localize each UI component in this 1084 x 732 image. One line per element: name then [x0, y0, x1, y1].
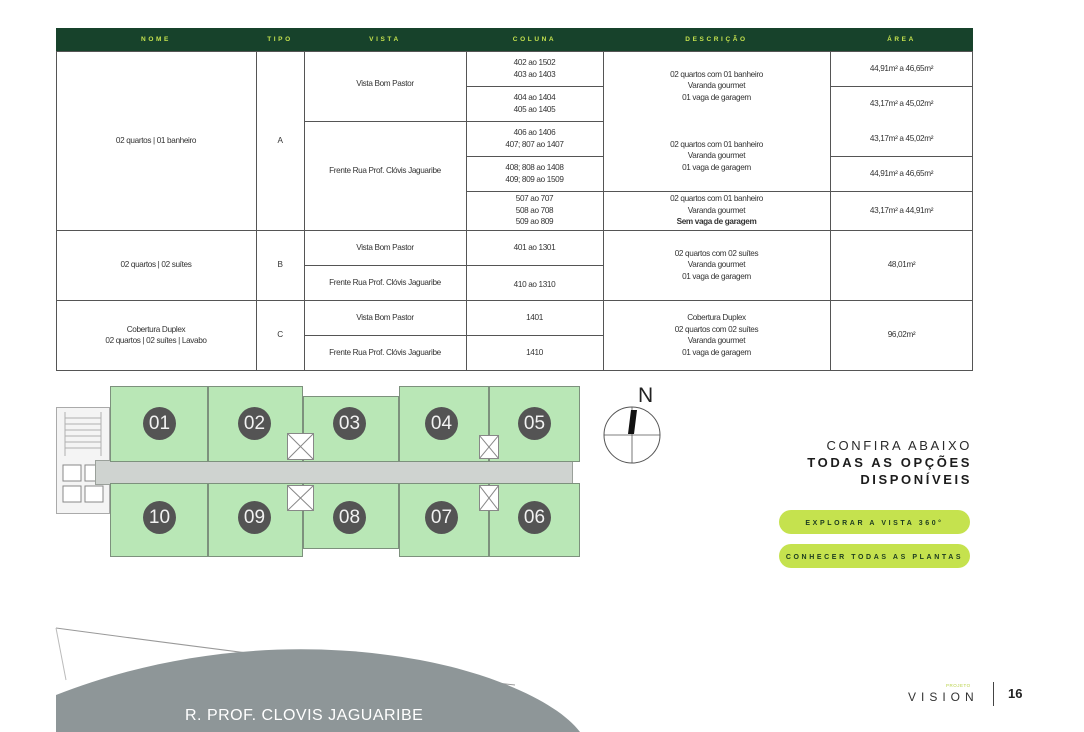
- header-nome: NOME: [141, 36, 171, 43]
- shaft-icon: [479, 435, 499, 459]
- row-c-descricao: Cobertura Duplex 02 quartos com 02 suítes Varanda gourmet 01 vaga de garagem: [674, 313, 759, 357]
- row-b-tipo: B: [277, 260, 283, 270]
- row-a-coluna-2: 404 ao 1404 405 ao 1405: [513, 93, 556, 114]
- shaft-icon: [287, 433, 314, 460]
- brand-logo: VISION: [908, 690, 979, 704]
- row-a-area-2: 43,17m² a 45,02m²: [869, 98, 934, 108]
- street-label: R. PROF. CLOVIS JAGUARIBE: [185, 707, 424, 724]
- row-a-coluna-4: 408; 808 ao 1408 409; 809 ao 1509: [505, 163, 564, 184]
- unit-badge[interactable]: 06: [518, 501, 551, 534]
- cta-heading: [807, 438, 972, 487]
- unit-badge[interactable]: 10: [143, 501, 176, 534]
- row-a-coluna-3: 406 ao 1406 407; 807 ao 1407: [505, 128, 564, 149]
- row-c-tipo: C: [277, 330, 283, 340]
- unit-badge[interactable]: 02: [238, 407, 271, 440]
- row-b-vista-2: Frente Rua Prof. Clóvis Jaguaribe: [329, 277, 441, 287]
- footer-divider: [993, 682, 994, 706]
- compass: [601, 384, 663, 466]
- header-tipo: TIPO: [267, 36, 293, 43]
- row-a-coluna-5: 507 ao 707 508 ao 708 509 ao 809: [515, 194, 554, 227]
- shaft-icon: [479, 485, 499, 511]
- row-a-area-1: 44,91m² a 46,65m²: [869, 63, 934, 73]
- row-c-coluna-2: 1410: [526, 347, 543, 357]
- row-a-descricao-2: 02 quartos com 01 banheiro Varanda gourmet 01 vaga de garagem: [670, 139, 763, 172]
- corridor: [95, 460, 573, 485]
- table-header: [56, 28, 973, 51]
- row-a-descricao-1: 02 quartos com 01 banheiro Varanda gourmet 01 vaga de garagem: [670, 69, 763, 102]
- unit-badge[interactable]: 07: [425, 501, 458, 534]
- unit-badge[interactable]: 03: [333, 407, 366, 440]
- header-vista: VISTA: [369, 36, 401, 43]
- units-table: [56, 28, 973, 371]
- unit-badge[interactable]: 04: [425, 407, 458, 440]
- compass-north-label: N: [638, 384, 654, 407]
- row-c-nome: Cobertura Duplex 02 quartos | 02 suítes | Lavabo: [105, 324, 207, 345]
- page-number: 16: [1008, 686, 1023, 701]
- header-descricao: DESCRIÇÃO: [685, 36, 748, 43]
- row-a-area-5: 43,17m² a 44,91m²: [869, 205, 934, 215]
- header-area: ÁREA: [887, 36, 916, 43]
- row-a-area-4: 44,91m² a 46,65m²: [869, 168, 934, 178]
- row-a-nome: 02 quartos | 01 banheiro: [115, 135, 197, 145]
- compass-icon: [601, 404, 663, 466]
- row-c-coluna-1: 1401: [526, 312, 543, 322]
- row-c-vista-1: Vista Bom Pastor: [356, 312, 414, 322]
- unit-badge[interactable]: 01: [143, 407, 176, 440]
- row-a-descricao-3: 02 quartos com 01 banheiro Varanda gourmet Sem vaga de garagem: [670, 194, 763, 227]
- brand-tagline: PROJETO: [946, 683, 971, 688]
- row-b-coluna-2: 410 ao 1310: [513, 280, 556, 290]
- row-a-vista-2: Frente Rua Prof. Clóvis Jaguaribe: [329, 165, 441, 175]
- row-c-area: 96,02m²: [887, 330, 916, 340]
- all-floor-plans-button[interactable]: CONHECER TODAS AS PLANTAS: [779, 544, 970, 568]
- row-b-descricao: 02 quartos com 02 suítes Varanda gourmet 01 vaga de garagem: [674, 248, 759, 281]
- cta-line-1: CONFIRA ABAIXO: [826, 438, 972, 453]
- row-a-area-3: 43,17m² a 45,02m²: [869, 133, 934, 143]
- row-b-area: 48,01m²: [887, 260, 916, 270]
- cta-line-3: DISPONÍVEIS: [860, 472, 972, 487]
- row-c-vista-2: Frente Rua Prof. Clóvis Jaguaribe: [329, 347, 441, 357]
- row-b-coluna-1: 401 ao 1301: [513, 242, 556, 252]
- row-a-tipo: A: [277, 135, 283, 145]
- explore-360-button[interactable]: EXPLORAR A VISTA 360°: [779, 510, 970, 534]
- row-b-nome: 02 quartos | 02 suítes: [120, 260, 192, 270]
- unit-badge[interactable]: 09: [238, 501, 271, 534]
- unit-badge[interactable]: 05: [518, 407, 551, 440]
- table-body: [56, 51, 973, 371]
- header-coluna: COLUNA: [512, 36, 557, 43]
- row-a-vista-1: Vista Bom Pastor: [356, 79, 414, 89]
- shaft-icon: [287, 485, 314, 511]
- row-a-coluna-1: 402 ao 1502 403 ao 1403: [513, 58, 556, 79]
- cta-line-2: TODAS AS OPÇÕES: [807, 455, 972, 470]
- unit-badge[interactable]: 08: [333, 501, 366, 534]
- row-b-vista-1: Vista Bom Pastor: [356, 242, 414, 252]
